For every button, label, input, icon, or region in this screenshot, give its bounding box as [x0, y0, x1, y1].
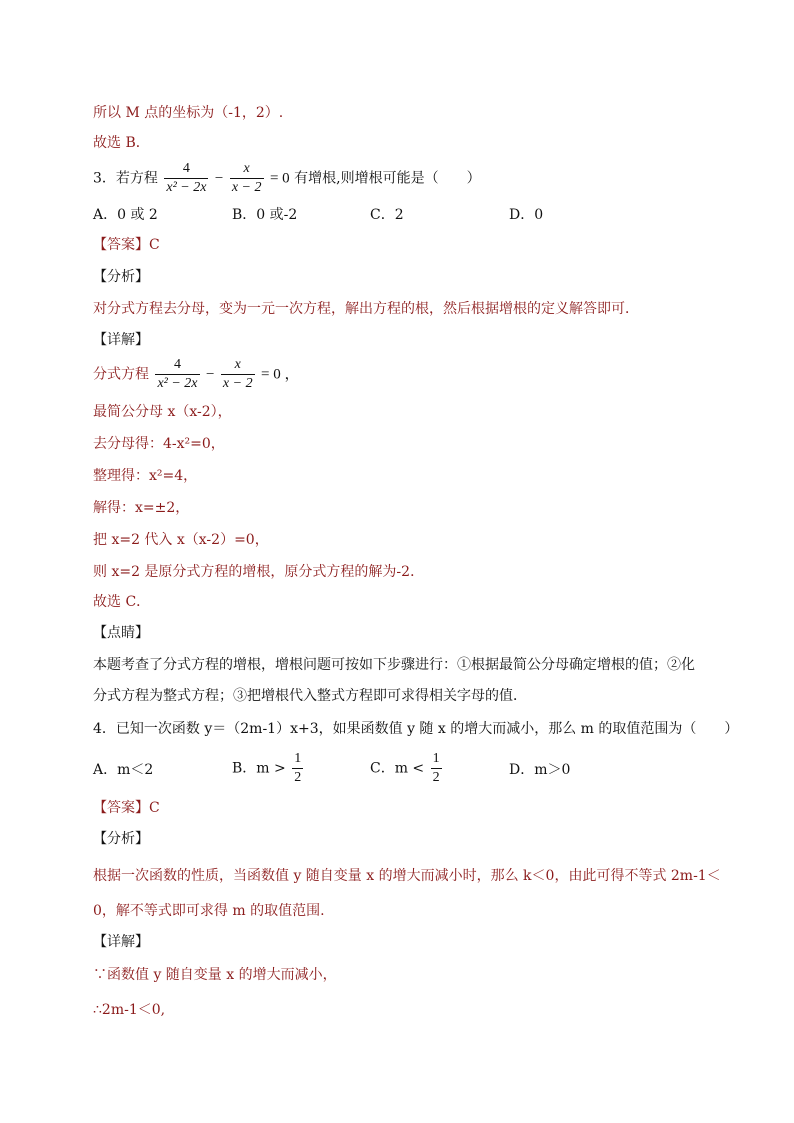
- option-a: A．m＜2: [93, 762, 154, 778]
- fraction-denominator: x² − 2x: [157, 376, 198, 391]
- question-3: [93, 160, 481, 197]
- text-line: 则 x=2 是原分式方程的增根，原分式方程的解为-2．: [93, 564, 425, 580]
- fraction: [221, 356, 255, 393]
- answer-label: 【答案】C: [93, 237, 160, 253]
- detail-equation: [93, 356, 300, 393]
- answer-label: 【答案】C: [93, 800, 160, 816]
- text-line: 解得：x=±2，: [93, 500, 190, 516]
- point-text: 分式方程为整式方程；③把增根代入整式方程即可求得相关字母的值．: [93, 688, 527, 704]
- option-b: [232, 750, 305, 787]
- option-d: D．m＞0: [509, 762, 571, 778]
- minus-sign: −: [205, 366, 215, 383]
- text-line: ∴2m-1＜0,: [93, 1002, 166, 1018]
- fraction-numerator: 4: [173, 357, 181, 372]
- text-line: 所以 M 点的坐标为（-1，2）.: [93, 105, 284, 121]
- fraction-denominator: 2: [432, 770, 440, 785]
- equals: = 0: [269, 170, 290, 187]
- text-line: 故选 C．: [93, 594, 151, 610]
- fraction: [155, 356, 199, 393]
- fraction-numerator: x: [234, 357, 241, 372]
- text-line: 故选 B．: [93, 135, 150, 151]
- fraction-denominator: 2: [294, 770, 302, 785]
- analysis-text: 根据一次函数的性质，当函数值 y 随自变量 x 的增大而减小时，那么 k＜0，由此可得不等式 2m-1＜: [93, 868, 721, 884]
- analysis-label: 【分析】: [93, 269, 149, 285]
- text-line: 把 x=2 代入 x（x-2）=0，: [93, 532, 269, 548]
- question-number: 3．若方程: [93, 170, 158, 187]
- option-a: A．0 或 2: [93, 207, 158, 223]
- option-c: C．2: [370, 207, 404, 223]
- text-line: 最简公分母 x（x-2），: [93, 404, 232, 420]
- fraction: [431, 750, 442, 787]
- fraction: [230, 160, 264, 197]
- option-prefix: C．m <: [370, 760, 425, 777]
- question-4: 4．已知一次函数 y＝（2m-1）x+3，如果函数值 y 随 x 的增大而减小，那么 m 的取值范围为（ ）: [93, 721, 739, 737]
- question-tail: 有增根,则增根可能是（ ）: [294, 170, 481, 187]
- fraction-denominator: x − 2: [222, 376, 253, 391]
- option-prefix: B．m >: [232, 760, 286, 777]
- point-label: 【点睛】: [93, 625, 149, 641]
- analysis-text: 0，解不等式即可求得 m 的取值范围.: [93, 903, 325, 919]
- option-c: [370, 750, 444, 787]
- detail-label: 【详解】: [93, 332, 149, 348]
- detail-label: 【详解】: [93, 934, 149, 950]
- point-text: 本题考查了分式方程的增根，增根问题可按如下步骤进行：①根据最简公分母确定增根的值；②化: [93, 657, 695, 673]
- fraction-denominator: x² − 2x: [166, 180, 207, 195]
- fraction: [164, 160, 208, 197]
- fraction-denominator: x − 2: [231, 180, 262, 195]
- fraction-numerator: x: [243, 161, 250, 176]
- option-b: B．0 或-2: [232, 207, 298, 223]
- text-line: 去分母得：4-x²=0，: [93, 436, 225, 452]
- text-line: ∵函数值 y 随自变量 x 的增大而减小，: [93, 967, 337, 983]
- text-line: 整理得：x²=4，: [93, 468, 198, 484]
- equation-prefix: 分式方程: [93, 366, 149, 383]
- fraction: [292, 750, 303, 787]
- option-d: D．0: [509, 207, 544, 223]
- minus-sign: −: [214, 170, 224, 187]
- analysis-text: 对分式方程去分母，变为一元一次方程，解出方程的根，然后根据增根的定义解答即可．: [93, 301, 639, 317]
- fraction-numerator: 1: [294, 751, 302, 766]
- fraction-numerator: 1: [432, 751, 440, 766]
- equals: = 0 ，: [261, 366, 300, 383]
- analysis-label: 【分析】: [93, 831, 149, 847]
- fraction-numerator: 4: [182, 161, 190, 176]
